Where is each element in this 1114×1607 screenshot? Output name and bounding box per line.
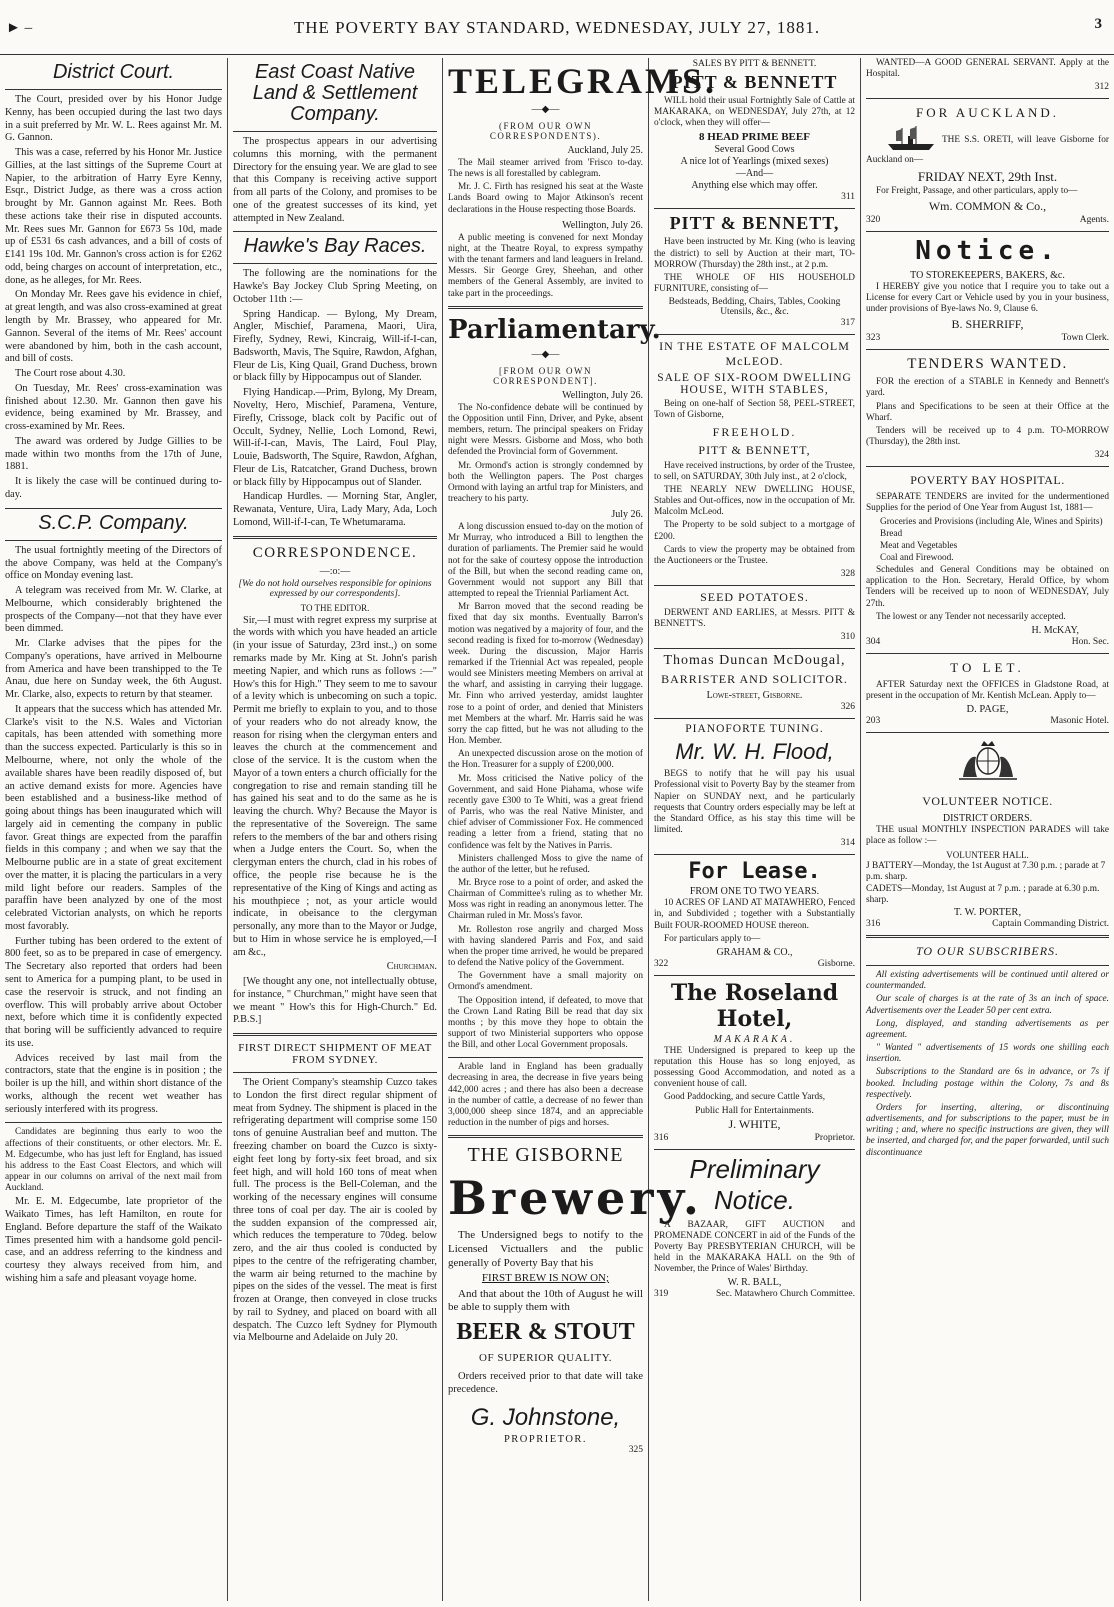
ad-footer <box>654 1289 855 1299</box>
ad-text: Being on one-half of Section 58, PEEL-STREET, Town of Gisborne, <box>654 399 855 421</box>
ad-number: 316 <box>654 1132 669 1143</box>
ad-number: 310 <box>840 632 855 643</box>
parliament-paragraph: Mr Barron moved that the second reading be fixed that day six months. Eventually Barron's motion was negatived by a majority of four, and the second reading is fixed for to-morrow (Wednesday) week. During the discussion, Major Harris remarked if the Triennial Act was repealed, people would see Ministers meeting Members on arrival at the wharf, and assisting in carrying their luggage. Mr. Finn who arrived yesterday, amidst laughter rose to a point of order, and denied that Ministers met Members at the wharf. Mr. Harris said he was sorry the cap fitted, but he was not alluding to the Hon. Member. <box>448 602 643 747</box>
ad-role: Captain Commanding District. <box>992 919 1109 930</box>
ad-contact: J. WHITE, <box>728 1116 781 1131</box>
ornament-divider: —:o:— <box>319 565 351 577</box>
ad-role: Town Clerk. <box>1061 333 1109 344</box>
page-number: 3 <box>1094 16 1102 32</box>
article-paragraph: The award was ordered by Judge Gillies to be made within two months from the 17th of June, 1881. <box>5 435 222 473</box>
ad-number: 323 <box>866 333 881 344</box>
telegrams-sub: (FROM OUR OWN CORRESPONDENTS). <box>489 121 602 141</box>
brewery-title: Brewery. <box>448 1171 703 1226</box>
article-paragraph: The usual fortnightly meeting of the Directors of the above Company, was held at the Company's office on Monday evening last. <box>5 544 222 582</box>
telegram-paragraph: A public meeting is convened for next Monday night, at the Theatre Royal, to express sympathy with the tenant farmers and land leaguers in Ireland. Messrs. Sir George Grey, Sheehan, and other members of the General Assembly, are invited to take part in the proceedings. <box>448 232 643 299</box>
ad-role: Sec. Matawhero Church Committee. <box>715 1289 855 1300</box>
ad-role: Hon. Sec. <box>1071 636 1109 647</box>
district-court-title: District Court. <box>52 61 175 83</box>
ad-text: Have received instructions, by order of the Trustee, to sell, on SATURDAY, 30th July inst., at 2 o'clock, <box>654 460 855 482</box>
ad-title: TO LET. <box>950 659 1025 675</box>
brewery-supply: And that about the 10th of August he will be able to supply them with <box>448 1287 643 1314</box>
scp-title: S.C.P. Company. <box>38 511 189 534</box>
ad-title: FOR AUCKLAND. <box>915 105 1059 121</box>
ad-number: 322 <box>654 958 669 969</box>
ad-text <box>866 125 1109 166</box>
article-paragraph: Handicap Hurdles. — Morning Star, Angler, Rewanata, Venture, Uira, Lady Mary, Ada, Loch Lomond, Will-if-I-can, Te Whetumarama. <box>233 491 437 528</box>
ad-number: 312 <box>1094 82 1109 93</box>
beer-stout: BEER & STOUT <box>456 1319 635 1345</box>
subscribers-note: Subscriptions to the Standard are 6s in advance, or 7s if booked. Including postage within the Colony, 7s and 8s respectively. <box>866 1067 1109 1100</box>
ad-date: FRIDAY NEXT, 29th Inst. <box>917 168 1058 184</box>
ad-title: PITT & BENNETT, <box>669 213 840 234</box>
ad-text: Schedules and General Conditions may be obtained on application to the Hon. Secretary, Herald Office, by whom Tenders will be received up to noon of WEDNESDAY, July 27th. <box>866 565 1109 609</box>
ad-text: For Freight, Passage, and other particulars, apply to— <box>876 185 1078 196</box>
ad-contact: B. SHERRIFF, <box>951 317 1024 332</box>
article-paragraph: The prospectus appears in our advertising columns this morning, with the permanent Directory for the ensuing year. We are glad to see that this Company is receiving active support from all parts of the Colony, and promises to be one of the greatest successes of its kind, yet attempted in New Zealand. <box>233 136 437 224</box>
ad-item: —And— <box>735 168 774 180</box>
ad-text: I HEREBY give you notice that I require you to take out a License for every Cart or Vehicle used by you in your business, under provisions of Bye-laws No. 9, Clause 6. <box>866 281 1109 315</box>
article-paragraph: It appears that the success which has attended Mr. Clarke's visit to the N.S. Wales and Victorian capitals, has been attended with something more than the success expected. Particularly is this so in Melbourne, where, not only the whole of the available shares have been readily disposed of, but an active demand exists for more. Agencies have been established and a business-like method of going about things has been inaugurated which will largely aid in cementing the company in public favor. Great things are expected from the paraffin fields in this company ; and when we say that the Melbourne public are in a state of great excitement over the matter, it is placing the particulars in a very mild light before our readers. Samples of the paraffin have been analyzed by one of the most celebrated Victorian analysts, on which he reports most favorably. <box>5 703 222 932</box>
sales-header: SALES BY PITT & BENNETT. <box>692 59 817 69</box>
dateline: July 26. <box>611 509 643 521</box>
parliament-paragraph: The Opposition intend, if defeated, to move that the Crown Land Rating Bill be read that day six months ; by this move they hope to obtain the support of two Ministerial supporters who oppose the Bill, and other Local Government proposals. <box>448 995 643 1051</box>
parliament-paragraph: Mr. Moss criticised the Native policy of the Government, and said Hone Piahama, whose wife recently gave £300 to Te Whiti, was a great friend of Parris, who was the real Native Minister, and chief adviser of Commissioner Fox. He commenced reading a letter from a friend, stating that no confidence was felt by the Natives in Parris. <box>448 773 643 851</box>
parliament-paragraph: An unexpected discussion arose on the motion of the Hon. Treasurer for a supply of £200,000. <box>448 749 643 771</box>
ad-contact: GRAHAM & CO., <box>716 946 793 958</box>
ad-title: For Lease. <box>688 859 821 885</box>
subscribers-note: " Wanted " advertisements of 15 words one shilling each insertion. <box>866 1043 1109 1065</box>
ad-item: Groceries and Provisions (including Ale, Wines and Spirits) <box>880 516 1103 527</box>
ad-footer <box>866 919 1109 929</box>
column-4 <box>649 58 860 1601</box>
ad-item: Anything else which may offer. <box>691 180 818 192</box>
ad-title: TENDERS WANTED. <box>907 356 1068 373</box>
ad-subtitle: SALE OF SIX-ROOM DWELLING HOUSE, WITH STABLES, <box>657 372 852 397</box>
parliament-paragraph: A long discussion ensued to-day on the motion of Mr Murray, who introduced a Bill to lengthen the duration of parliaments. The Premier said he would not for the sake of courtesy oppose the introduction of the Bill, but when the second reading came on, Government would not support any Bill that attempted to repeal the Triennial Parliament Act. <box>448 522 643 600</box>
ad-number: 325 <box>628 1445 643 1456</box>
parliament-paragraph: Ministers challenged Moss to give the name of the author of the letter, but he refused. <box>448 853 643 875</box>
parliament-paragraph: Mr. Rolleston rose angrily and charged Moss with having slandered Parris and Fox, and said when the proper time arrived, he would be prepared to defend the Native policy of the Government. <box>448 924 643 969</box>
ad-address: Lowe-street, Gisborne. <box>706 690 803 702</box>
news-note: Mr. E. M. Edgecumbe, late proprietor of the Waikato Times, has left Hamilton, en route for England. Before departure the staff of the Waikato Times presented him with a handsome gold pencil-case, and an address referring to the kindness and courtesy they always received from him, and wishing him a safe and pleasant voyage home. <box>5 1196 222 1284</box>
article-paragraph: The following are the nominations for the Hawke's Bay Jockey Club Spring Meeting, on October 11th :— <box>233 268 437 305</box>
ad-text: Good Paddocking, and secure Cattle Yards, <box>664 1092 826 1103</box>
ad-item: A nice lot of Yearlings (mixed sexes) <box>680 156 829 168</box>
ad-subtitle: TO STOREKEEPERS, BAKERS, &c. <box>910 269 1065 281</box>
brewery-text: The Undersigned begs to notify to the Licensed Victuallers and the public generally of Poverty Bay that his <box>448 1229 643 1269</box>
ad-text: Plans and Specifications to be seen at their Office at the Wharf. <box>866 401 1109 423</box>
ad-text: THE NEARLY NEW DWELLING HOUSE, Stables and Out-offices, now in the occupation of Mr. Malcolm McLeod. <box>654 484 855 518</box>
article-paragraph: Flying Handicap.—Prim, Bylong, My Dream, Novelty, Hero, Mischief, Paramena, Venture, Firefly, Crissoge, black colt by Pacific out of Occult, Sydney, Nellie, Loch Lomond, Rewi, Will-if-I-can, Mavis, The Laird, Foul Play, Louie, Badsworth, The Squire, Rawdon, Afghan, Fleur de Lis, Ratcatcher, Grand Duchess, brown or black filly by Hippocampus out of Slander. <box>233 387 437 488</box>
ad-number: 328 <box>840 568 855 579</box>
ad-lot: 8 HEAD PRIME BEEF <box>699 131 810 144</box>
ad-title: PITT & BENNETT <box>671 72 838 92</box>
article-paragraph: It is likely the case will be continued during to-day. <box>5 476 222 500</box>
ad-role: Proprietor. <box>814 1132 855 1143</box>
ad-number: 304 <box>866 636 881 647</box>
article-paragraph: This was a case, referred by his Honor Mr. Justice Gillies, at the last sittings of the Supreme Court at Napier, to the arbitration of Harry Eyre Kenny, Esqr., District Judge, as there was a cross action brought by Mr. Gannon against Mr. Rees. Both these actions take their rise in disputed accounts. Mr. Rees sues Mr. Gannon for £673 5s 10d, made up of £531 6s cash advances, and a bill of costs of £141 19s 10d. Mr. Gannon's cross action is for £262 odd, being charges on account of interpretation, etc., done, as he alleges, for Mr. Rees. <box>5 147 222 286</box>
editor-reply: [We thought any one, not intellectually obtuse, for instance, " Churchman," might have seen that we meant " How's this for High-Church." Ed. P.B.S.] <box>233 976 437 1026</box>
article-paragraph: Further tubing has been ordered to the extent of 800 feet, so as to be prepared in case of emergency. The Secretary also reported that orders had been sent to America for a pumping plant, to be used in case the reservoir is struck, and not finding an overflow. This will probably arrive about October next, before which time it is confidently expected that boring will be sufficiently advanced to require its use. <box>5 935 222 1049</box>
article-paragraph: Advices received by last mail from the contractors, state that the engine is in position ; the boiler is up the hill, and within short distance of the works, although the recent wet weather has seriously interfered with its progress. <box>5 1052 222 1115</box>
ad-title: Preliminary Notice. <box>689 1153 820 1215</box>
ad-number: 316 <box>866 919 881 930</box>
brewery-pre: THE GISBORNE <box>467 1144 624 1167</box>
ad-text: THE WHOLE OF HIS HOUSEHOLD FURNITURE, consisting of— <box>654 272 855 295</box>
dateline: Auckland, July 25. <box>567 145 643 156</box>
ad-place: MAKARAKA. <box>713 1033 796 1045</box>
article-paragraph: The Court rose about 4.30. <box>15 368 126 380</box>
parliamentary-sub: [FROM OUR OWN CORRESPONDENT]. <box>493 365 598 386</box>
ad-title: SEED POTATOES. <box>700 589 809 604</box>
article-paragraph: Mr. Clarke advises that the pipes for the Company's operations, have arrived in Melbourne from America and have been transhipped to the Te Anau, due here on Sunday week, the 6th August. Mr. Clarke, also, expects to return by that steamer. <box>5 638 222 701</box>
ad-title: The Roseland Hotel, <box>670 979 839 1032</box>
column-2 <box>228 58 442 1601</box>
subscribers-note: Orders for inserting, altering, or discontinuing advertisements, and for subscriptions to the paper, must be in writing ; and, where no specific instructions are given, they will be inserted, and charged for, and the paper forwarded, until such discontinuance <box>866 1102 1109 1158</box>
ad-title: Notice. <box>915 235 1060 266</box>
letter-signature: Churchman. <box>386 961 437 973</box>
ad-text: DERWENT AND EARLIES, at Messrs. PITT & BENNETT'S. <box>654 607 855 630</box>
ad-name: Mr. W. H. Flood, <box>675 739 834 765</box>
to-editor: TO THE EDITOR. <box>300 602 370 613</box>
brewery-signature: G. Johnstone, <box>470 1404 621 1432</box>
ship-icon <box>876 125 938 155</box>
ad-text: Tenders will be received up to 4 p.m. TO-MORROW (Thursday), the 28th inst. <box>866 425 1109 448</box>
article-paragraph: On Monday Mr. Rees gave his evidence in chief, at great length, and was also cross-examined at great length by Mr. Brassey, who appeared for Mr. Gannon. Several of the items of Mr. Rees' account were abandoned by him, both in the cash account, and bill of costs. <box>5 289 223 365</box>
ad-text: BEGS to notify that he will pay his usual Professional visit to Poverty Bay by the steamer from Napier on SUNDAY next, and he particularly requests that Country orders especially may be left at the Standard Office, as his stay this time will be limited. <box>654 769 855 836</box>
dateline: Wellington, July 26. <box>562 219 643 231</box>
parliamentary-title: Parliamentary. <box>448 314 661 345</box>
ad-item: CADETS—Monday, 1st August at 7 p.m. ; parade at 6.30 p.m. sharp. <box>866 883 1100 905</box>
ad-title: POVERTY BAY HOSPITAL. <box>910 473 1065 488</box>
ad-text: THE S.S. ORETI, will leave Gisborne for Auckland on— <box>866 135 1109 166</box>
ad-text: WANTED—A GOOD GENERAL SERVANT. Apply at the Hospital. <box>866 58 1109 80</box>
ad-title: PIANOFORTE TUNING. <box>685 723 824 736</box>
native-land-title: East Coast Native Land & Settlement Company. <box>252 61 418 125</box>
ad-text: THE usual MONTHLY INSPECTION PARADES will take place as follow :— <box>866 825 1109 847</box>
ad-text: THE Undersigned is prepared to keep up the reputation this House has so long enjoyed, as possessing Good Accommodation, and noted as a convenient house of call. <box>654 1045 855 1090</box>
ad-text: SEPARATE TENDERS are invited for the undermentioned Supplies for the period of One Year from August 1st, 1881— <box>866 492 1109 514</box>
subscribers-note: Our scale of charges is at the rate of 3s an inch of space. Advertisements over the Leader 50 per cent extra. <box>866 994 1109 1016</box>
ad-auctioneer: PITT & BENNETT, <box>698 442 811 457</box>
ad-contact: W. R. BALL, <box>727 1277 782 1289</box>
ad-subtitle: FROM ONE TO TWO YEARS. <box>689 886 820 898</box>
ad-title: IN THE ESTATE OF MALCOLM McLEOD. <box>659 339 850 369</box>
ad-text: WILL hold their usual Fortnightly Sale of Cattle at MAKARAKA, on WEDNESDAY, July 27th, at 12 o'clock, when they will offer— <box>654 96 855 129</box>
article-paragraph: Spring Handicap. — Bylong, My Dream, Angler, Mischief, Paramena, Maori, Uira, Firefly, Sydney, Rewi, Kincraig, Will-if-I-can, Badsworth, Mavis, The Squire, Rawdon, Afghan, Fleur de Lis, King Quail, Grand Duchess, brown or black filly by Hippocampus out of Slander. <box>233 308 437 384</box>
telegram-paragraph: Mr. J. C. Firth has resigned his seat at the Waste Lands Board owing to Major Atkinson's recent declarations in the House respecting those Boards. <box>448 182 643 215</box>
dateline: Wellington, July 26. <box>562 389 643 401</box>
article-paragraph: The Orient Company's steamship Cuzco takes to London the first direct regular shipment of meat from Sydney. The shipment is placed in the refrigerating department will comprise some 150 tons of genuine Australian beef and mutton. The freezing chamber on board the Cuzco is sixty-eight feet long by forty-six feet broad, and six feet high, and will hold 160 tons of meat when full. The process is the Bell-Coleman, and the working of the necessary engines will consume three tons of coal per day. The air is cooled by the sudden expansion of the compressed air, which reduces the temperature to 70deg. below zero, and the air thus cooled is conducted by pipes to the centre of the refrigerating chamber, the warm air being returned to the machine by pipes on the sides of the vessel. The meat is first frozen at Orange, then conveyed in close trucks by rail to Sydney, and placed on board with all despatch. The Cuzco left Sydney for Plymouth via Melbourne and Adelaide on July 20. <box>233 1077 437 1344</box>
ad-text: Have been instructed by Mr. King (who is leaving the district) to sell by Auction at their mart, TO-MORROW (Thursday) the 28th inst., at 2 p.m. <box>654 237 855 270</box>
ad-items: Bedsteads, Bedding, Chairs, Tables, Cooking Utensils, &c., &c. <box>668 297 841 318</box>
masthead-title: THE POVERTY BAY STANDARD, WEDNESDAY, JULY 27, 1881. <box>293 18 821 37</box>
ad-number: 311 <box>841 192 855 203</box>
article-paragraph: On Tuesday, Mr. Rees' cross-examination was finished about 12.30. Mr. Gannon then gave his evidence, being examined by Mr. Brassey, and cross-examined by Mr. Rees. <box>5 382 222 433</box>
disclaimer: [We do not hold ourselves responsible for opinions expressed by our correspondents]. <box>238 578 432 599</box>
parliament-paragraph: Mr. Bryce rose to a point of order, and asked the Chairman of Committee's ruling as to whether Mr. Moss was right in reading an anonymous letter. The Chairman ruled in Mr. Moss's favor. <box>448 877 643 922</box>
ad-text: For particulars apply to— <box>664 933 761 944</box>
ad-contact: T. W. PORTER, <box>953 907 1022 919</box>
ornament-divider: —◆— <box>531 348 560 360</box>
subscribers-note: All existing advertisements will be continued until altered or countermanded. <box>866 970 1109 992</box>
ad-footer <box>654 1133 855 1143</box>
letter-body: Sir,—I must with regret express my surprise at the words with which you have headed an article (in your issue of Saturday, 23rd inst.,) on some remarks made by Mr. King at St. John's parish meeting Napier, and which runs as follows :—" How's this for High." They seem to me to savour of a levity which is unbecoming on such a topic. Permit me briefly to explain to you, and to those of your readers who do not already know, the reason for rising when the clergyman enters and leaves the church at the commencement and close of the service. It is the custom when the Mayor of a town enters a church officially for the congregation to rise and remain standing till he has gained his seat and to do the same as he is leaving the church. Why? Because the Mayor is the representative of the Sovereign. The same refers to the members of the bar and others rising when a Judge enters the Court. So, when the clergyman enters the church, clad in his robes of office, the people rise because he is the representative of the King of Kings and acting as his mouthpiece ; not, as your article would indicate, in obeisance to the clergyman personally, any more than to the Mayor or Judge, but to Him in whose service he is employed,—I am &c., <box>233 614 437 958</box>
royal-crest-icon <box>866 737 1109 788</box>
shipment-title: FIRST DIRECT SHIPMENT OF MEAT FROM SYDNEY. <box>238 1042 432 1067</box>
ad-subtitle: DISTRICT ORDERS. <box>942 813 1033 825</box>
ad-contact: Wm. COMMON & Co., <box>928 198 1047 213</box>
ad-subtitle: BARRISTER AND SOLICITOR. <box>661 672 848 687</box>
column-5 <box>861 58 1114 1601</box>
ad-number: 319 <box>654 1289 669 1300</box>
parliament-paragraph: Arable land in England has been gradually decreasing in area, the decrease in five years being 442,000 acres ; and there has also been a decrease in the number of cattle, a decrease of no fewer than 3,000,000 sheep since 1874, and an appreciable reduction in the number of pigs and horses. <box>448 1062 643 1129</box>
parliament-paragraph: The Government have a small majority on Ormond's amendment. <box>448 971 643 993</box>
ad-footer <box>866 637 1109 647</box>
ad-number: 320 <box>866 214 881 225</box>
ad-title: VOLUNTEER NOTICE. <box>922 794 1053 809</box>
first-brew: FIRST BREW IS NOW ON; <box>481 1272 610 1285</box>
ad-place: Masonic Hotel. <box>1050 716 1109 727</box>
ornament-divider: —◆— <box>531 104 560 115</box>
parliament-paragraph: The No-confidence debate will be continued by the Opposition until Finn, Driver, and Pyke, absent members, return. The principal speakers on Friday night were Messrs. Gisborne and Moss, who both defended the Provincial form of Government. <box>448 402 643 458</box>
races-title: Hawke's Bay Races. <box>243 235 427 258</box>
ad-item: Several Good Cows <box>714 144 795 156</box>
masthead <box>0 0 1114 55</box>
ad-freehold: FREEHOLD. <box>712 424 797 439</box>
ad-contact: D. PAGE, <box>966 704 1009 716</box>
ad-item: Coal and Firewood. <box>880 552 954 563</box>
telegrams-title: TELEGRAMS. <box>448 61 718 101</box>
ad-footer <box>866 215 1109 225</box>
correspondence-title: CORRESPONDENCE. <box>252 544 418 561</box>
ad-footer <box>866 716 1109 726</box>
ad-role: Agents. <box>1079 214 1109 225</box>
ad-title: Thomas Duncan McDougal, <box>663 653 846 669</box>
ad-footer <box>866 333 1109 343</box>
ad-item: J BATTERY—Monday, the 1st August at 7.30 p.m. ; parade at 7 p.m. sharp. <box>866 860 1106 882</box>
telegram-paragraph: The Mail steamer arrived from 'Frisco to-day. The news is all forestalled by cablegram. <box>448 158 643 180</box>
ad-text: AFTER Saturday next the OFFICES in Gladstone Road, at present in the occupation of Mr. Kentish McLean. Apply to— <box>866 679 1109 702</box>
subscribers-note: Long, displayed, and standing advertisements as per agreement. <box>866 1018 1109 1040</box>
ad-number: 326 <box>840 702 855 713</box>
ad-text: 10 ACRES OF LAND AT MATAWHERO, Fenced in, and Subdivided ; together with a Substantially Built FOUR-ROOMED HOUSE thereon. <box>654 898 855 931</box>
ad-place: Gisborne. <box>817 958 855 969</box>
subscribers-title: TO OUR SUBSCRIBERS. <box>915 944 1060 959</box>
ad-number: 317 <box>840 318 855 329</box>
ad-number: 314 <box>840 838 855 849</box>
ad-text: Public Hall for Entertainments. <box>695 1105 814 1116</box>
brewery-quality: OF SUPERIOR QUALITY. <box>479 1352 612 1364</box>
article-paragraph: A telegram was received from Mr. W. Clarke, at Melbourne, which considerably brightened the prospects of the Company—not that they have ever been dimmed. <box>5 585 222 635</box>
ad-contact: H. McKAY, <box>1031 624 1079 636</box>
parliament-paragraph: Mr. Ormond's action is strongly condemned by both the Wellington papers. The Post charges Ormond with laying an artful trap for Ministers, and treachery to his party. <box>448 460 643 504</box>
ad-text: A BAZAAR, GIFT AUCTION and PROMENADE CONCERT in aid of the Funds of the Poverty Bay PRESBYTERIAN CHURCH, will be held in the MAKARAKA HALL on the 9th of November, the Prince of Wales' Birthday. <box>654 1219 855 1275</box>
ad-text: The Property to be sold subject to a mortgage of £200. <box>654 520 855 542</box>
brewery-proprietor: PROPRIETOR. <box>503 1434 588 1446</box>
ad-number: 203 <box>866 716 881 727</box>
ad-hall: VOLUNTEER HALL. <box>946 849 1029 860</box>
article-paragraph: The Court, presided over by his Honor Judge Kenny, has been occupied during the last two days in a suit preferred by Mr. W. L. Rees against Mr. M. G. Gannon. <box>5 94 222 144</box>
ad-text: Cards to view the property may be obtained from the Auctioneers or the Trustee. <box>654 544 855 566</box>
arrow-icon: ► – <box>6 20 33 36</box>
column-1 <box>0 58 227 1601</box>
ad-text: The lowest or any Tender not necessarily accepted. <box>876 611 1066 622</box>
ad-item: Meat and Vegetables <box>880 540 958 551</box>
brewery-orders: Orders received prior to that date will take precedence. <box>448 1371 643 1396</box>
ad-footer <box>654 959 855 969</box>
ad-text: FOR the erection of a STABLE in Kennedy and Bennett's yard. <box>866 377 1109 399</box>
ad-number: 324 <box>1094 450 1109 461</box>
ad-item: Bread <box>880 528 903 539</box>
news-note: Candidates are beginning thus early to woo the affections of their constituents, or other electors. Mr. E. M. Edgecumbe, who has just left for England, has issued his address to the East Coast Electors, and which will appear in our columns on arrival of the next mail from Auckland. <box>5 1127 222 1194</box>
